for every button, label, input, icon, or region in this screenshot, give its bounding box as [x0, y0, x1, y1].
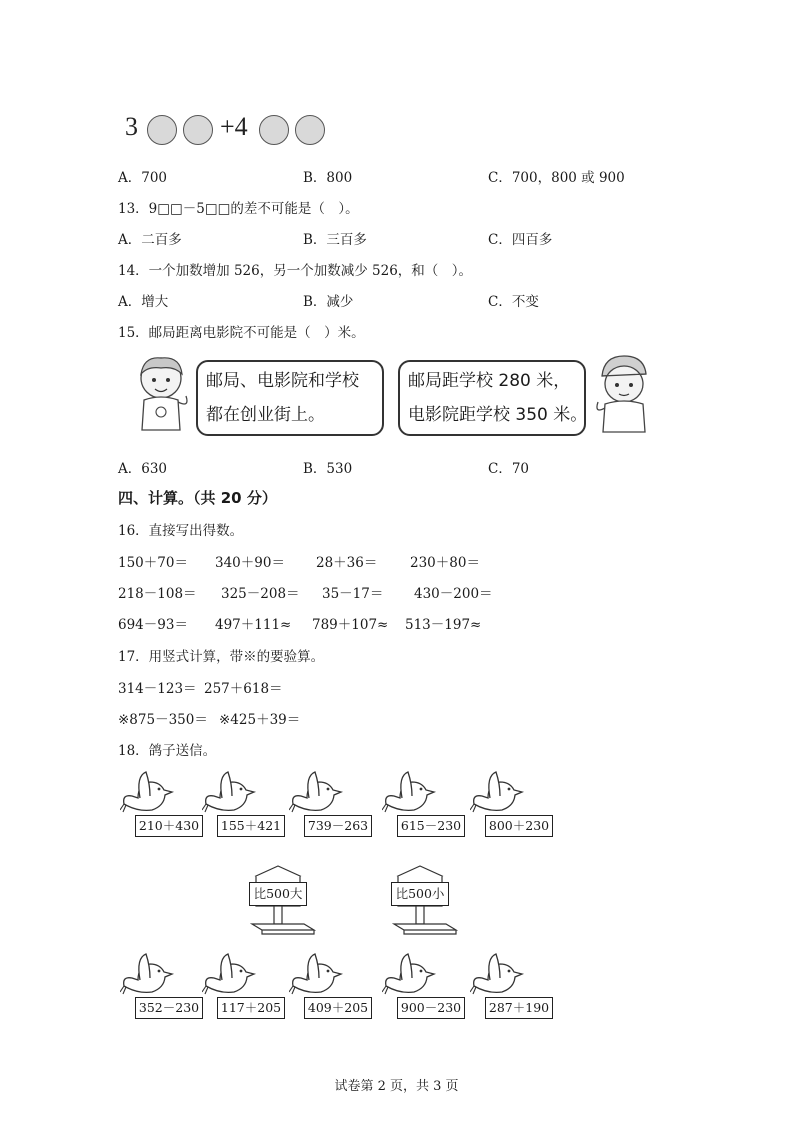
q12-blank-circle [295, 115, 325, 145]
speech-bubble-right: 邮局距学校 280 米， 电影院距学校 350 米。 [398, 360, 586, 436]
q16-expr: 218－108＝ [118, 586, 197, 602]
q14-option-b[interactable]: B．减少 [303, 294, 354, 310]
section-heading: 四、计算。（共 20 分） [118, 489, 277, 507]
boy-illustration-icon [130, 352, 192, 432]
q14-stem: 14．一个加数增加 526，另一个加数减少 526，和（ ）。 [118, 263, 473, 279]
q17-expr: ※425＋39＝ [219, 712, 301, 728]
q13-option-a[interactable]: A．二百多 [118, 232, 182, 248]
q12-option-c[interactable]: C．700，800 或 900 [488, 170, 625, 186]
pigeon-expression-box[interactable]: 800＋230 [485, 815, 553, 837]
q13-stem: 13．9□□－5□□的差不可能是（ ）。 [118, 201, 359, 217]
pigeon-icon [202, 952, 260, 1002]
q12-plus-4: +4 [220, 112, 248, 141]
pigeon-icon [120, 952, 178, 1002]
q15-stem: 15．邮局距离电影院不可能是（ ）米。 [118, 325, 365, 341]
q15-option-a[interactable]: A．630 [118, 461, 168, 477]
pigeon-expression-box[interactable]: 155＋421 [217, 815, 285, 837]
q15-option-b[interactable]: B．530 [303, 461, 353, 477]
mailbox-label-less: 比500小 [391, 882, 449, 906]
q12-blank-circle [259, 115, 289, 145]
q12-option-b[interactable]: B．800 [303, 170, 353, 186]
pigeon-icon [470, 770, 528, 820]
q13-option-c[interactable]: C．四百多 [488, 232, 553, 248]
q16-stem: 16．直接写出得数。 [118, 523, 244, 539]
pigeon-icon [470, 952, 528, 1002]
q13-option-b[interactable]: B．三百多 [303, 232, 367, 248]
pigeon-expression-box[interactable]: 900－230 [397, 997, 465, 1019]
q16-expr: 513－197≈ [405, 617, 482, 633]
pigeon-expression-box[interactable]: 210＋430 [135, 815, 203, 837]
pigeon-expression-box[interactable]: 409＋205 [304, 997, 372, 1019]
mailbox-label-greater: 比500大 [249, 882, 307, 906]
pigeon-expression-box[interactable]: 117＋205 [217, 997, 285, 1019]
q17-expr: 257＋618＝ [204, 681, 283, 697]
pigeon-icon [382, 770, 440, 820]
pigeon-expression-box[interactable]: 739－263 [304, 815, 372, 837]
boy-with-cap-illustration-icon [592, 352, 654, 434]
q14-option-a[interactable]: A．增大 [118, 294, 169, 310]
q16-expr: 789＋107≈ [312, 617, 389, 633]
pigeon-icon [382, 952, 440, 1002]
q12-blank-circle [147, 115, 177, 145]
speech-bubble-left: 邮局、电影院和学校 都在创业街上。 [196, 360, 384, 436]
q16-expr: 150＋70＝ [118, 555, 188, 571]
pigeon-expression-box[interactable]: 352－230 [135, 997, 203, 1019]
q16-expr: 35－17＝ [322, 586, 384, 602]
q14-option-c[interactable]: C．不变 [488, 294, 539, 310]
q16-expr: 430－200＝ [414, 586, 493, 602]
q16-expr: 497＋111≈ [215, 617, 292, 633]
pigeon-icon [289, 952, 347, 1002]
q12-blank-circle [183, 115, 213, 145]
q17-expr: ※875－350＝ [118, 712, 208, 728]
pigeon-expression-box[interactable]: 615－230 [397, 815, 465, 837]
pigeon-icon [202, 770, 260, 820]
q17-expr: 314－123＝ [118, 681, 197, 697]
pigeon-expression-box[interactable]: 287＋190 [485, 997, 553, 1019]
q16-expr: 230＋80＝ [410, 555, 480, 571]
pigeon-icon [289, 770, 347, 820]
q12-digit-3: 3 [125, 112, 138, 141]
page-footer: 试卷第 2 页，共 3 页 [334, 1079, 459, 1094]
q15-option-c[interactable]: C．70 [488, 461, 530, 477]
q12-option-a[interactable]: A．700 [118, 170, 168, 186]
q16-expr: 28＋36＝ [316, 555, 378, 571]
q18-stem: 18．鸽子送信。 [118, 743, 217, 759]
q16-expr: 340＋90＝ [215, 555, 285, 571]
pigeon-icon [120, 770, 178, 820]
q16-expr: 325－208＝ [221, 586, 300, 602]
q16-expr: 694－93＝ [118, 617, 188, 633]
q17-stem: 17．用竖式计算，带※的要验算。 [118, 649, 325, 665]
